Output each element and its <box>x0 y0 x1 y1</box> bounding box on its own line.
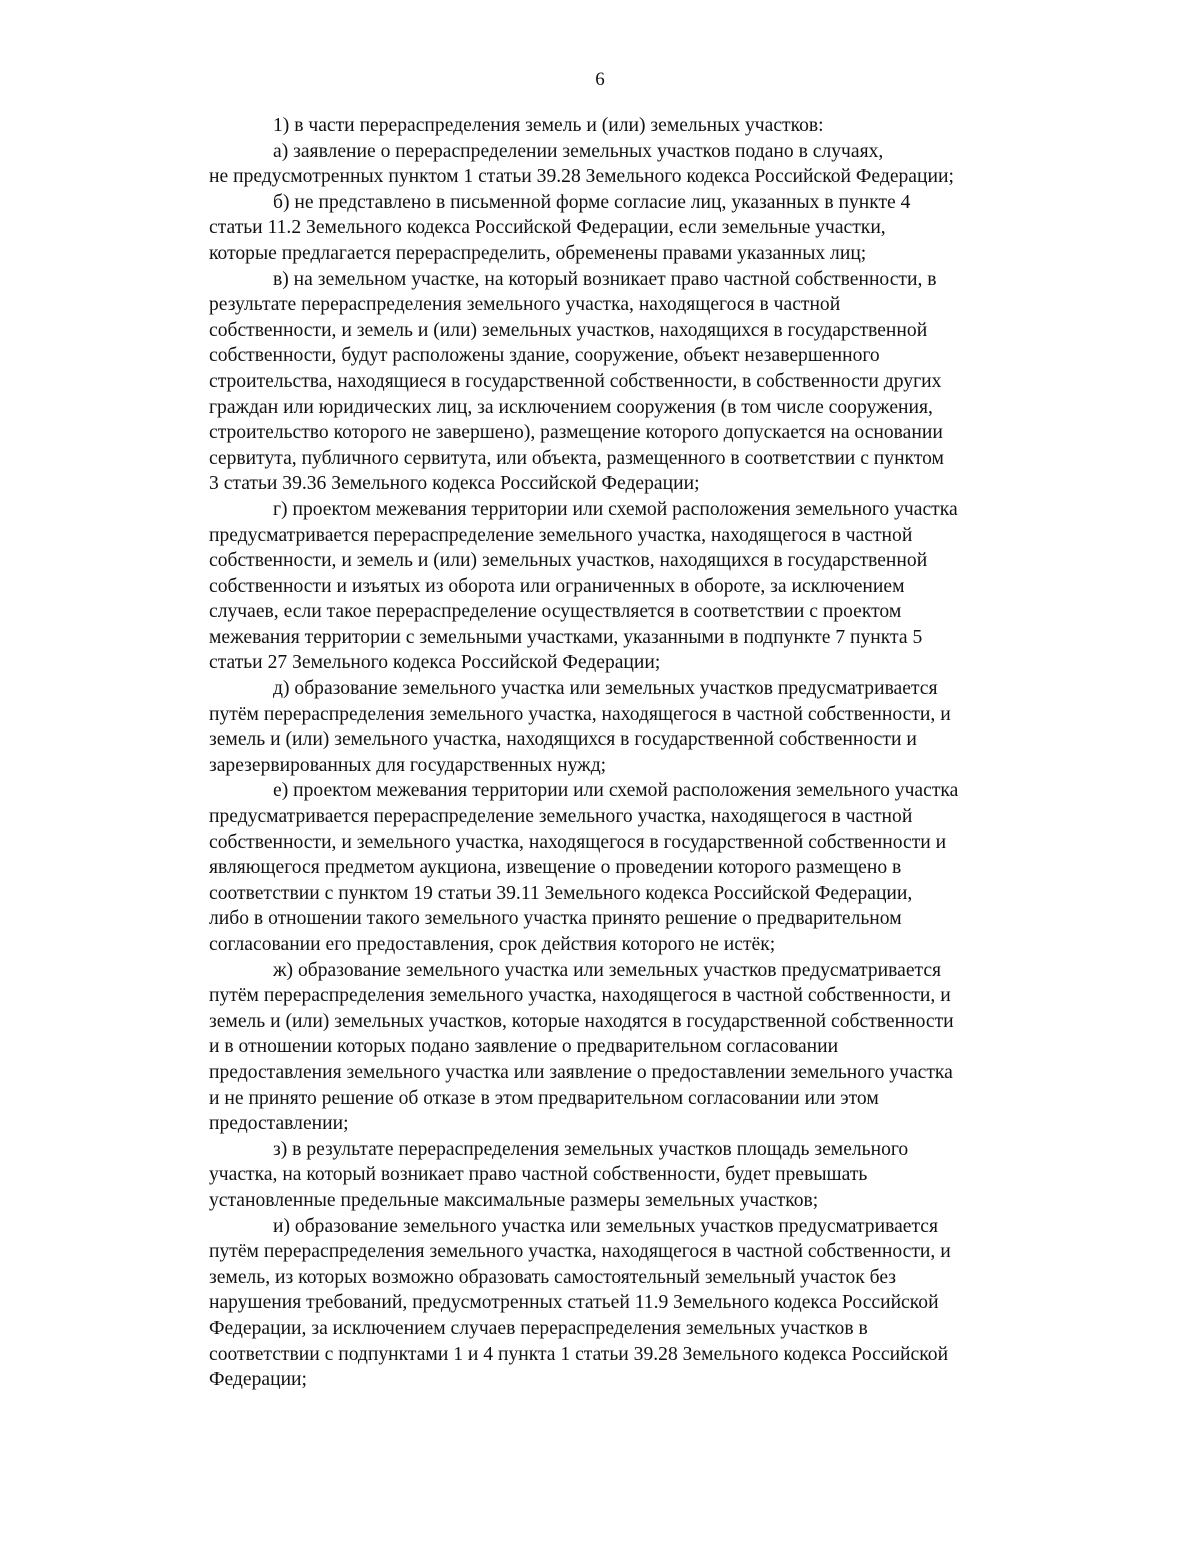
paragraph-b: б) не представлено в письменной форме согласие лиц, указанных в пункте 4 статьи 11.2 Земельного кодекса Российской Федерации, если земельные участки, которые предлагается перераспределить, обременены правами указанных лиц; <box>209 191 911 264</box>
document-body <box>209 113 1059 1393</box>
paragraph-e: е) проектом межевания территории или схемой расположения земельного участка предусматривается перераспределение земельного участка, находящегося в частной собственности, и земельного участка, находящегося в государственной собственности и являющегося предметом аукциона, извещение о проведении которого размещено в соответствии с пунктом 19 статьи 39.11 Земельного кодекса Российской Федерации, либо в отношении такого земельного участка принято решение о предварительном согласовании его предоставления, срок действия которого не истёк; <box>209 780 959 955</box>
paragraph-zh: ж) образование земельного участка или земельных участков предусматривается путём перераспределения земельного участка, находящегося в частной собственности, и земель и (или) земельных участков, которые находятся в государственной собственности и в отношении которых подано заявление о предварительном согласовании предоставления земельного участка или заявление о предоставлении земельного участка и не принято решение об отказе в этом предварительном согласовании или этом предоставлении; <box>209 959 954 1135</box>
paragraph-z: з) в результате перераспределения земельных участков площадь земельного участка, на который возникает право частной собственности, будет превышать установленные предельные максимальные размеры земельных участков; <box>209 1138 909 1211</box>
paragraph-i: и) образование земельного участка или земельных участков предусматривается путём перераспределения земельного участка, находящегося в частной собственности, и земель, из которых возможно образовать самостоятельный земельный участок без нарушения требований, предусмотренных статьей 11.9 Земельного кодекса Российской Федерации, за исключением случаев перераспределения земельных участков в соответствии с подпунктами 1 и 4 пункта 1 статьи 39.28 Земельного кодекса Российской Федерации; <box>209 1215 951 1391</box>
paragraph-a: а) заявление о перераспределении земельных участков подано в случаях, не предусмотренных пунктом 1 статьи 39.28 Земельного кодекса Российской Федерации; <box>209 140 954 188</box>
paragraph-v: в) на земельном участке, на который возникает право частной собственности, в результате перераспределения земельного участка, находящегося в частной собственности, и земель и (или) земельных участков, находящихся в государственной собственности, будут расположены здание, сооружение, объект незавершенного строительства, находящиеся в государственной собственности, в собственности других граждан или юридических лиц, за исключением сооружения (в том числе сооружения, строительство которого не завершено), размещение которого допускается на основании сервитута, публичного сервитута, или объекта, размещенного в соответствии с пунктом 3 статьи 39.36 Земельного кодекса Российской Федерации; <box>209 268 944 495</box>
page-number: 6 <box>595 69 605 90</box>
paragraph-d: д) образование земельного участка или земельных участков предусматривается путём перераспределения земельного участка, находящегося в частной собственности, и земель и (или) земельного участка, находящихся в государственной собственности и зарезервированных для государственных нужд; <box>209 678 951 776</box>
paragraph-1: 1) в части перераспределения земель и (или) земельных участков: <box>273 115 824 136</box>
paragraph-g: г) проектом межевания территории или схемой расположения земельного участка предусматривается перераспределение земельного участка, находящегося в частной собственности, и земель и (или) земельных участков, находящихся в государственной собственности и изъятых из оборота или ограниченных в обороте, за исключением случаев, если такое перераспределение осуществляется в соответствии с проектом межевания территории с земельными участками, указанными в подпункте 7 пункта 5 статьи 27 Земельного кодекса Российской Федерации; <box>209 498 958 674</box>
